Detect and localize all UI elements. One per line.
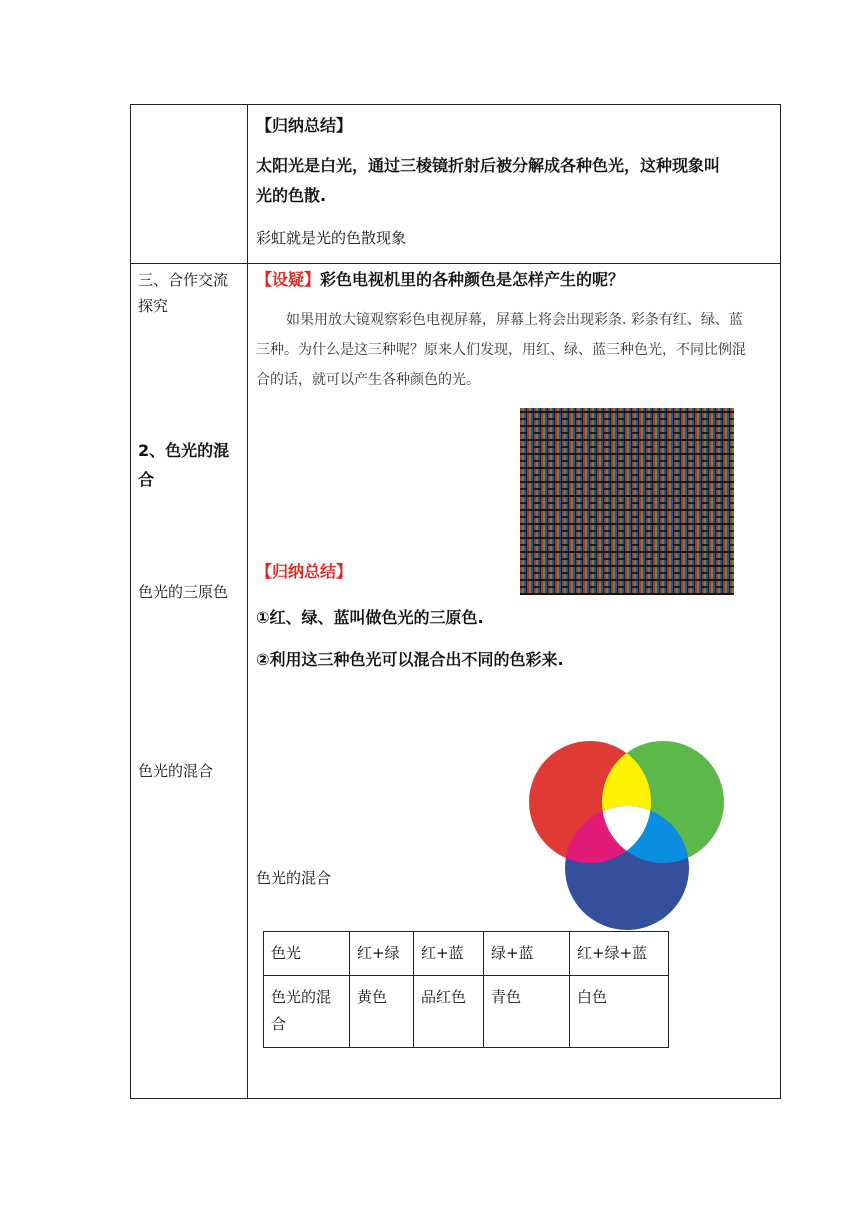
summary2-title: 【归纳总结】	[256, 562, 353, 581]
row-divider	[130, 263, 781, 264]
table-header-cell: 红+蓝	[414, 932, 484, 976]
topic-heading-line-1: 2、色光的混	[138, 441, 230, 460]
table-header-cell: 红+绿+蓝	[570, 932, 669, 976]
table-header-cell: 绿+蓝	[484, 932, 570, 976]
topic-heading-line-2: 合	[138, 470, 155, 489]
summary-title: 【归纳总结】	[256, 116, 353, 135]
question-paragraph: 如果用放大镜观察彩色电视屏幕，屏幕上将会出现彩条. 彩条有红、绿、蓝三种。为什么是这三种呢？原来人们发现，用红、绿、蓝三种色光，不同比例混合的话，就可以产生各种颜色的光。	[256, 312, 746, 388]
question-line	[256, 270, 624, 290]
table-cell: 品红色	[414, 976, 484, 1048]
table-header-cell: 色光	[264, 932, 350, 976]
primary-colors-label: 色光的三原色	[138, 583, 229, 601]
table-row	[264, 976, 669, 1048]
column-divider	[247, 104, 248, 1099]
rainbow-text: 彩虹就是光的色散现象	[256, 229, 407, 247]
summary2-point-2: ②利用这三种色光可以混合出不同的色彩来.	[256, 650, 564, 669]
table-cell: 黄色	[350, 976, 414, 1048]
question-tag: 【设疑】	[256, 270, 321, 289]
tv-screen-magnified-image	[520, 408, 734, 595]
table-cell: 青色	[484, 976, 570, 1048]
color-mixing-table	[263, 931, 669, 1048]
mixing-label: 色光的混合	[138, 762, 214, 780]
table-cell: 白色	[570, 976, 669, 1048]
table-row	[264, 932, 669, 976]
question-text: 彩色电视机里的各种颜色是怎样产生的呢？	[320, 270, 625, 289]
section-heading-line-1: 三、合作交流	[138, 271, 229, 289]
color-mixing-venn-diagram	[520, 740, 735, 940]
diagram-caption: 色光的混合	[256, 869, 332, 887]
section-heading-line-2: 探究	[138, 297, 169, 315]
conclusion-line-2: 光的色散.	[256, 186, 327, 205]
table-row-label: 色光的混合	[264, 976, 350, 1048]
scan-rows-offset	[520, 408, 734, 595]
conclusion-line-1: 太阳光是白光，通过三棱镜折射后被分解成各种色光，这种现象叫	[256, 156, 721, 175]
table-header-cell: 红+绿	[350, 932, 414, 976]
summary2-point-1: ①红、绿、蓝叫做色光的三原色.	[256, 608, 484, 627]
